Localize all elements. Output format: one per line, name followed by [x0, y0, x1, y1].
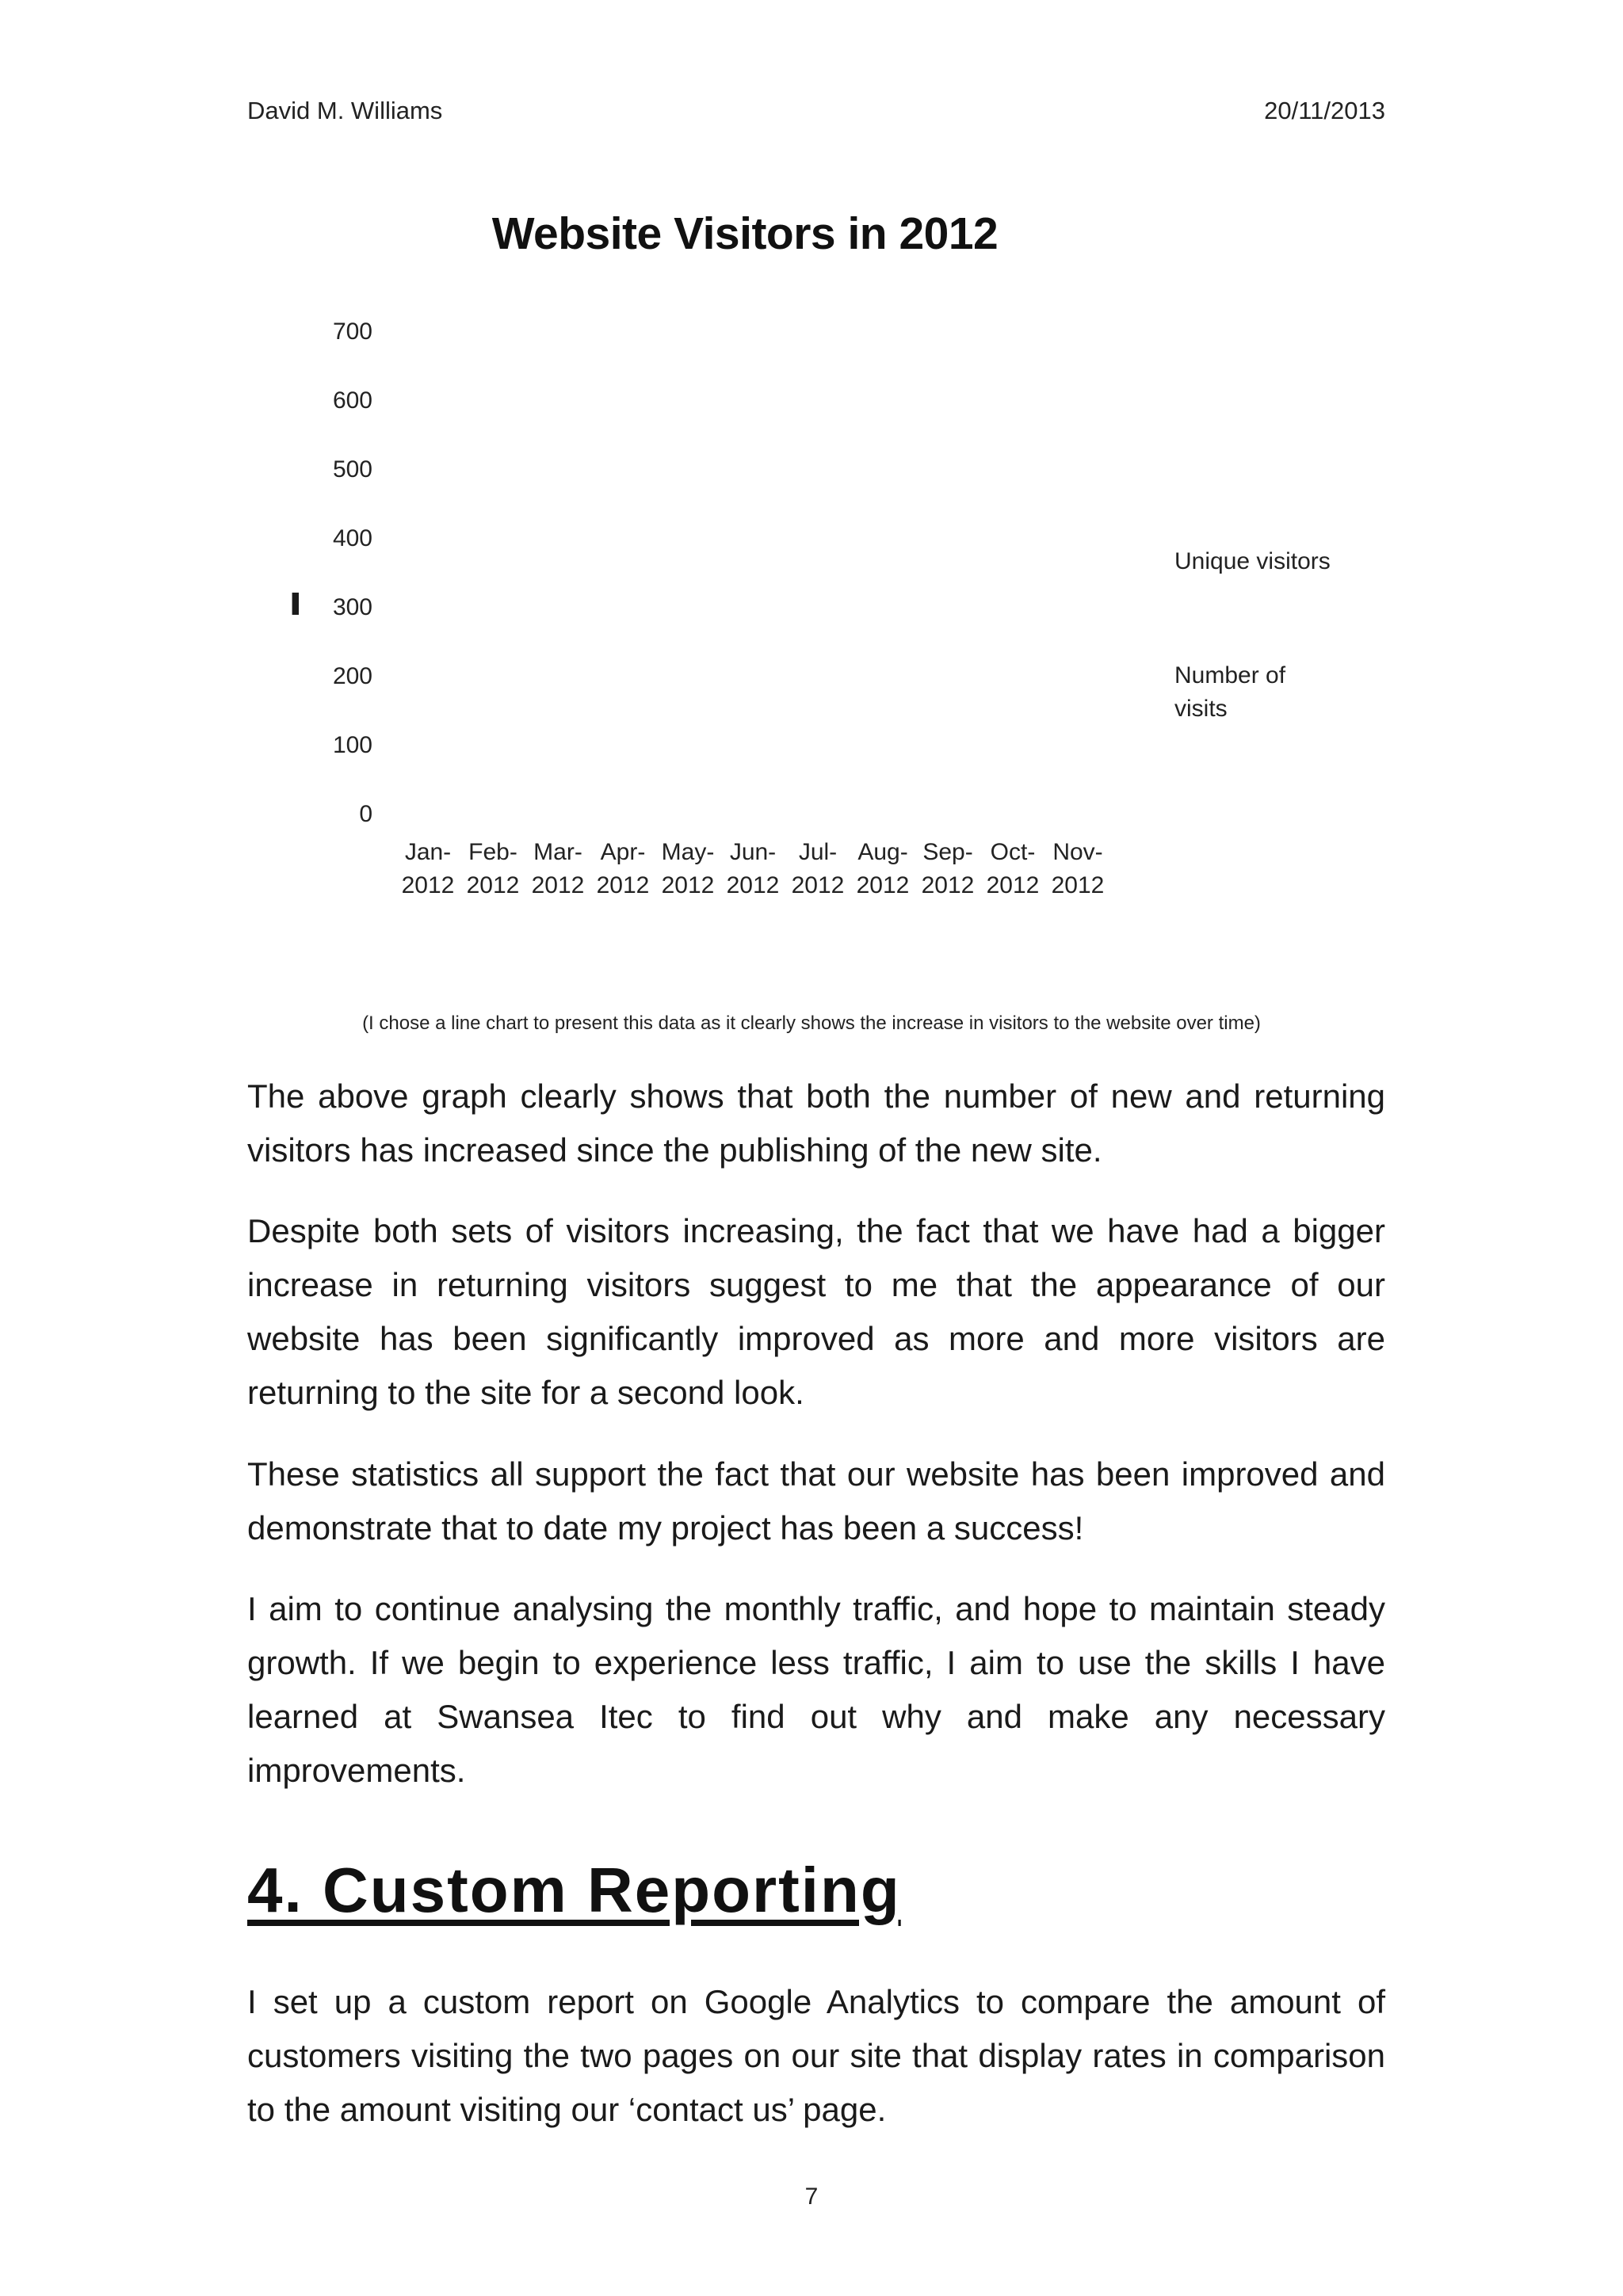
y-tick-label: 200: [332, 663, 372, 689]
y-tick-label: 300: [332, 594, 372, 620]
y-tick-label: 500: [332, 456, 372, 482]
x-tick-label: Sep- 2012: [921, 839, 975, 898]
chart-title: Website Visitors in 2012: [491, 208, 999, 259]
paragraph: I aim to continue analysing the monthly traffic, and hope to maintain steady growth. If we begin to experience less traffic, I aim to use the skills I have learned at Swansea Itec to find out why and make any necessary improvements.: [247, 1590, 1385, 1789]
paragraph: The above graph clearly shows that both the number of new and returning visitors has increased since the publishing of the new site.: [247, 1077, 1385, 1169]
chart-caption: (I chose a line chart to present this data as it clearly shows the increase in visitors to the website over time): [362, 1013, 1261, 1034]
x-tick-label: Jul- 2012: [791, 839, 845, 898]
x-tick-label: Jan- 2012: [401, 839, 455, 898]
x-tick-label: Aug- 2012: [856, 839, 910, 898]
x-tick-label: Feb- 2012: [466, 839, 520, 898]
x-tick-label: Oct- 2012: [986, 839, 1040, 898]
x-tick-label: Nov- 2012: [1051, 839, 1105, 898]
x-tick-label: May- 2012: [661, 839, 715, 898]
header-date: 20/11/2013: [1264, 97, 1385, 124]
paragraph: These statistics all support the fact that our website has been improved and demonstrate that to date my project has been a success!: [247, 1455, 1385, 1547]
y-tick-label: 600: [332, 387, 372, 414]
y-tick-label: 0: [359, 801, 372, 827]
y-tick-label: 100: [332, 732, 372, 758]
page-number: 7: [804, 2183, 819, 2210]
x-tick-label: Jun- 2012: [726, 839, 780, 898]
section-heading: 4. Custom Reporting: [247, 1855, 901, 1925]
section-body: I set up a custom report on Google Analytics to compare the amount of customers visiting the two pages on our site that display rates in comparison to the amount visiting our ‘contact us’ page.: [247, 1983, 1385, 2128]
legend-entry-number-of-visits: Number of visits: [1174, 662, 1286, 722]
y-tick-label: 700: [332, 318, 372, 345]
header-author: David M. Williams: [247, 97, 443, 124]
y-axis-marker: ▬: [279, 593, 304, 615]
x-tick-label: Mar- 2012: [531, 839, 585, 898]
paragraph: Despite both sets of visitors increasing, the fact that we have had a bigger increase in returning visitors suggest to me that the appearance of our website has been significantly improved as more and more visitors are returning to the site for a second look.: [247, 1212, 1385, 1411]
legend-entry-unique-visitors: Unique visitors: [1174, 548, 1331, 574]
y-tick-label: 400: [332, 525, 372, 551]
x-tick-label: Apr- 2012: [596, 839, 650, 898]
